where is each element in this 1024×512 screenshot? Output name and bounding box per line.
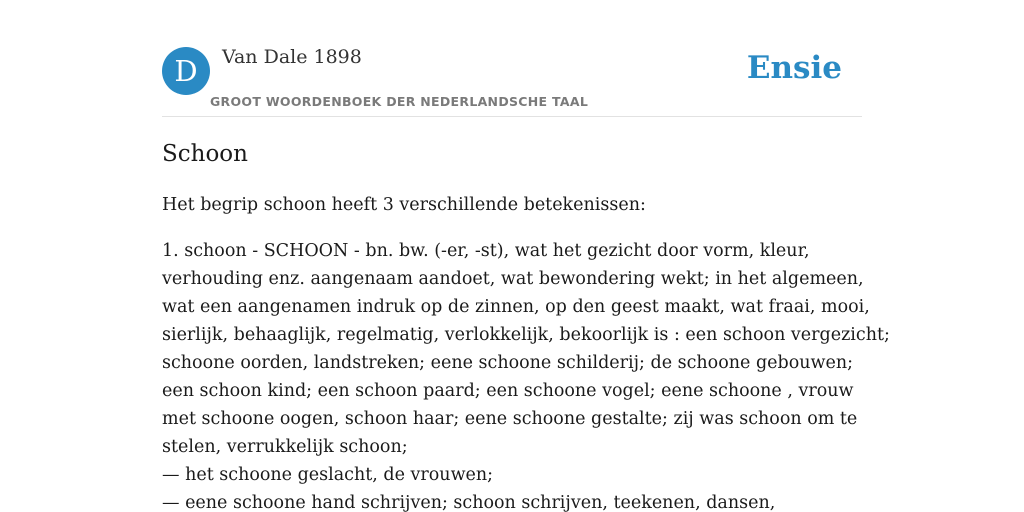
entry-definition [162,237,890,512]
definition-line: — eene schoone hand schrijven; schoon schrijven, teekenen, dansen, [162,493,776,512]
definition-line: een schoon kind; een schoon paard; een schoone vogel; eene schoone , vrouw [162,381,854,401]
definition-line: sierlijk, behaaglijk, regelmatig, verlokkelijk, bekoorlijk is : een schoon vergezicht; [162,325,890,345]
entry-title: Schoon [162,141,248,167]
definition-line: schoone oorden, landstreken; eene schoone schilderij; de schoone gebouwen; [162,353,854,373]
dictionary-subtitle: GROOT WOORDENBOEK DER NEDERLANDSCHE TAAL [210,94,589,109]
entry-content [162,138,890,512]
definition-line: wat een aangenamen indruk op de zinnen, op den geest maakt, wat fraai, mooi, [162,297,870,317]
header [162,40,862,117]
brand-logo[interactable]: Ensie [746,50,842,86]
dictionary-avatar[interactable]: D [162,47,210,95]
definition-line: stelen, verrukkelijk schoon; [162,437,408,457]
definition-line: — het schoone geslacht, de vrouwen; [162,465,494,485]
definition-line: verhouding enz. aangenaam aandoet, wat bewondering wekt; in het algemeen, [162,269,864,289]
definition-line: 1. schoon - SCHOON - bn. bw. (-er, -st), wat het gezicht door vorm, kleur, [162,241,810,261]
entry-intro: Het begrip schoon heeft 3 verschillende betekenissen: [162,195,646,215]
definition-line: met schoone oogen, schoon haar; eene schoone gestalte; zij was schoon om te [162,409,858,429]
dictionary-title[interactable]: Van Dale 1898 [222,46,362,68]
